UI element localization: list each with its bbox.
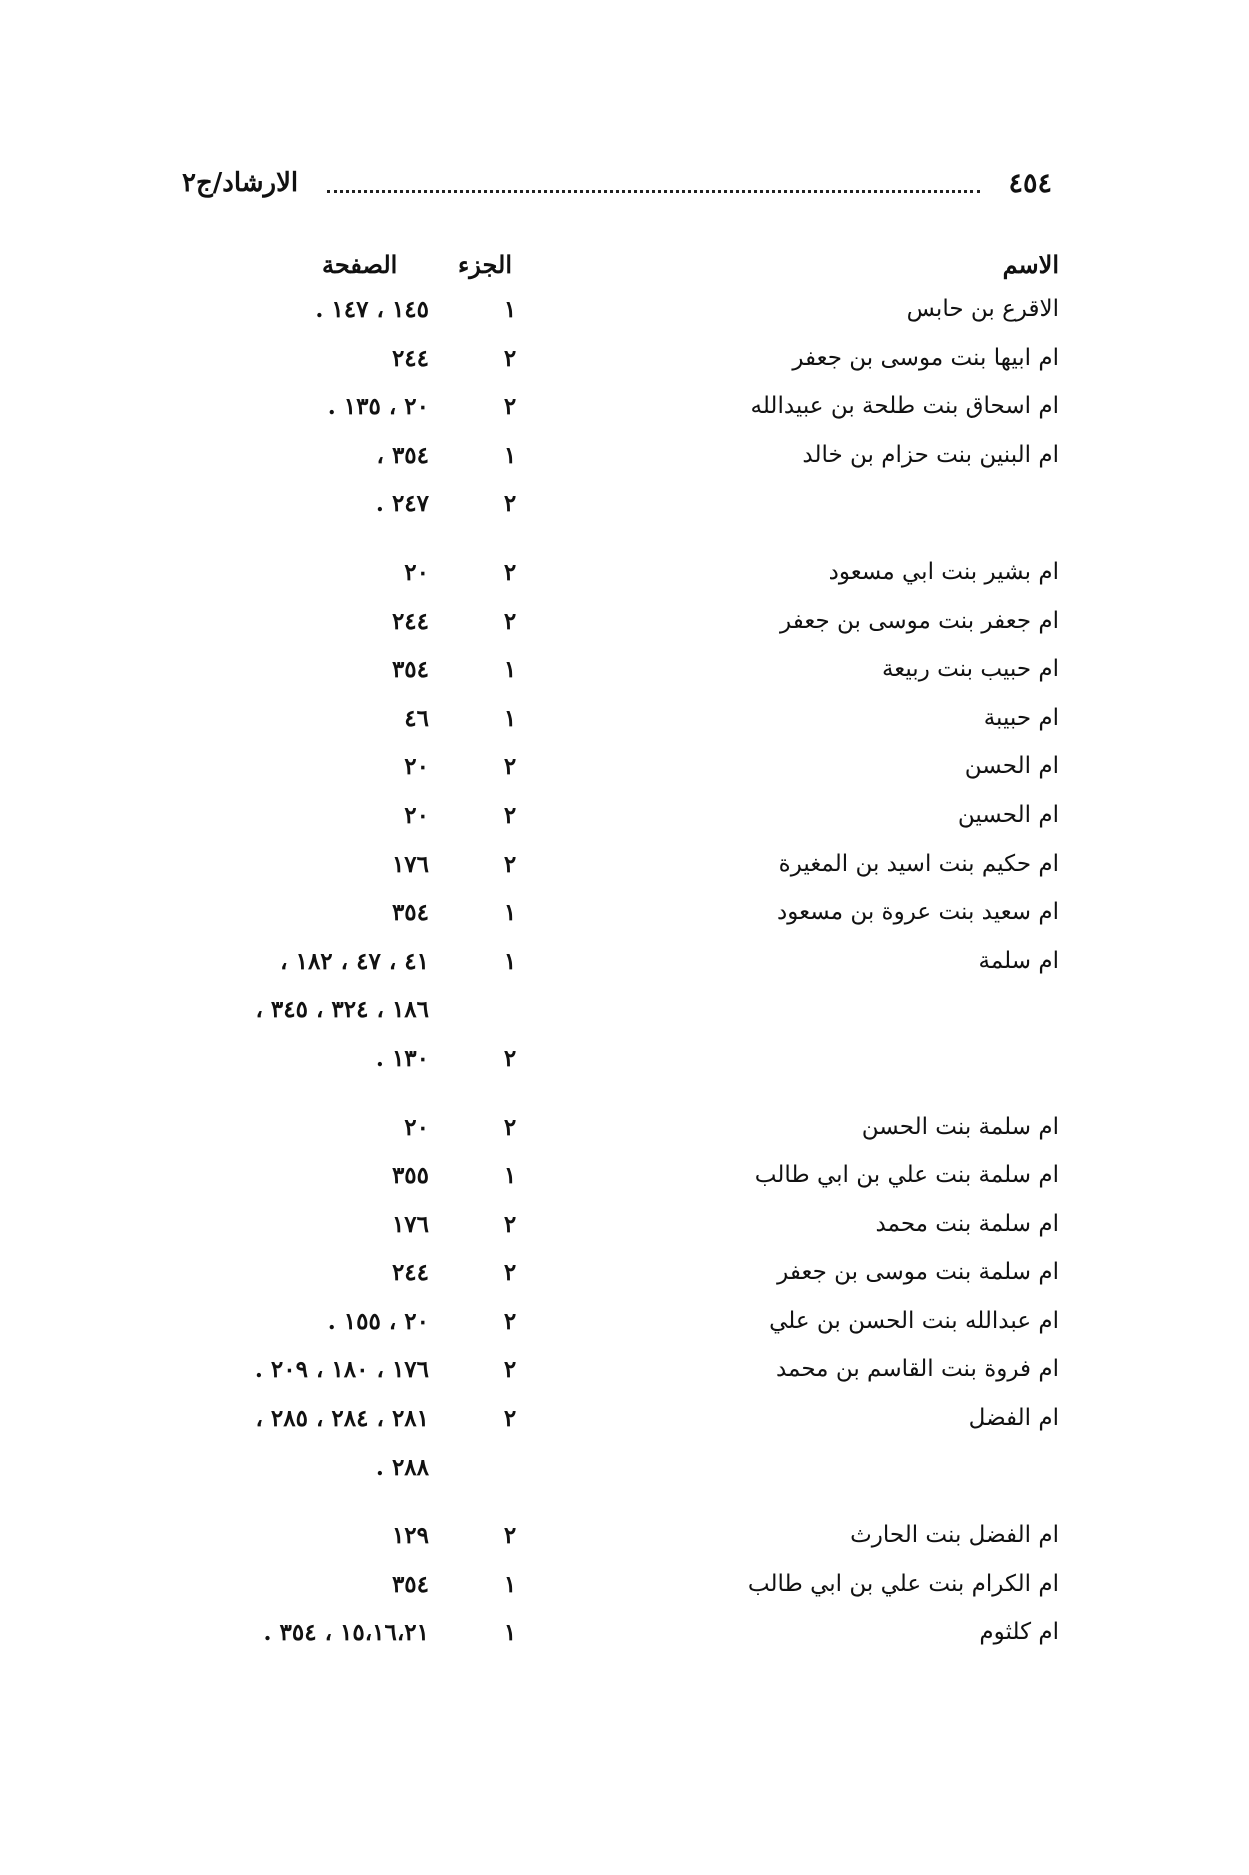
entry-name: ام البنين بنت حزام بن خالد <box>802 441 1059 468</box>
index-row <box>0 1162 1249 1211</box>
entry-pages: ١٤٥ ، ١٤٧ . <box>315 296 429 323</box>
entry-pages: ٣٥٤ <box>391 1570 429 1598</box>
index-row <box>0 608 1249 657</box>
entry-part: ٢ <box>503 1522 517 1550</box>
index-row <box>0 753 1249 802</box>
entry-name: ام عبدالله بنت الحسن بن علي <box>769 1307 1059 1334</box>
index-row <box>0 1454 1249 1503</box>
entry-name: ام بشير بنت ابي مسعود <box>828 558 1059 585</box>
entry-name: ام سلمة بنت علي بن ابي طالب <box>754 1162 1059 1189</box>
index-row <box>0 705 1249 754</box>
entry-part: ٢ <box>503 1356 517 1384</box>
index-row <box>0 1114 1249 1163</box>
entry-pages: ٢٤٧ . <box>375 490 429 518</box>
entry-part: ٢ <box>503 801 517 829</box>
entry-pages: ١٧٦ ، ١٨٠ ، ٢٠٩ . <box>254 1356 429 1384</box>
entry-pages: ٢٠ ، ١٥٥ . <box>327 1307 429 1335</box>
entry-name: ام حبيبة <box>983 704 1059 731</box>
entry-name: ام جعفر بنت موسى بن جعفر <box>780 607 1059 634</box>
column-header-part: الجزء <box>458 250 512 279</box>
entry-pages: ٢٠ <box>404 801 429 829</box>
entry-pages: ٢٠ ، ١٣٥ . <box>327 393 429 421</box>
entry-pages: ١٥،١٦،٢١ ، ٣٥٤ . <box>263 1619 429 1647</box>
page-header <box>182 168 1052 208</box>
entry-name: ام الفضل بنت الحارث <box>850 1522 1059 1549</box>
entry-part: ١ <box>503 296 517 323</box>
index-row <box>0 1308 1249 1357</box>
entry-pages: ٢٠ <box>404 1113 429 1141</box>
entry-pages: ٢٨١ ، ٢٨٤ ، ٢٨٥ ، <box>255 1405 429 1433</box>
entry-name: ام سلمة بنت الحسن <box>861 1113 1059 1140</box>
entry-pages: ١٧٦ <box>391 850 429 878</box>
row-gap <box>0 539 1249 559</box>
entry-pages: ٢٤٤ <box>391 344 429 372</box>
index-row <box>0 899 1249 948</box>
index-row <box>0 296 1249 345</box>
index-row <box>0 802 1249 851</box>
entry-part: ١ <box>503 441 517 469</box>
entry-part: ١ <box>503 947 517 975</box>
entry-part: ١ <box>503 1162 517 1190</box>
entry-part: ٢ <box>503 607 517 635</box>
entry-part: ١ <box>503 656 517 684</box>
entry-part: ٢ <box>503 490 517 518</box>
column-header-page: الصفحة <box>322 250 398 279</box>
entry-name: ام حكيم بنت اسيد بن المغيرة <box>778 850 1059 877</box>
entry-part: ٢ <box>503 1259 517 1287</box>
entry-name: ام فروة بنت القاسم بن محمد <box>775 1356 1059 1383</box>
index-row <box>0 1211 1249 1260</box>
index-table <box>0 296 1249 1668</box>
index-row <box>0 851 1249 900</box>
entry-name: ام كلثوم <box>979 1619 1059 1646</box>
entry-part: ٢ <box>503 753 517 781</box>
entry-pages: ٣٥٤ ، <box>376 441 429 469</box>
header-dotted-leader <box>327 190 980 193</box>
row-gap <box>0 1094 1249 1114</box>
index-row <box>0 996 1249 1045</box>
entry-part: ٢ <box>503 1113 517 1141</box>
index-row <box>0 1522 1249 1571</box>
entry-pages: ٣٥٤ <box>391 656 429 684</box>
entry-name: ام سلمة بنت موسى بن جعفر <box>777 1259 1059 1286</box>
index-row <box>0 1259 1249 1308</box>
index-row <box>0 393 1249 442</box>
entry-pages: ٢٤٤ <box>391 1259 429 1287</box>
entry-part: ٢ <box>503 558 517 586</box>
entry-pages: ١٧٦ <box>391 1210 429 1238</box>
page-number: ٤٥٤ <box>1008 168 1052 199</box>
entry-pages: ١٨٦ ، ٣٢٤ ، ٣٤٥ ، <box>255 996 429 1024</box>
index-row <box>0 656 1249 705</box>
index-row <box>0 1405 1249 1454</box>
entry-part: ٢ <box>503 850 517 878</box>
index-row <box>0 948 1249 997</box>
index-row <box>0 490 1249 539</box>
column-header-name: الاسم <box>1002 250 1059 279</box>
entry-name: الاقرع بن حابس <box>906 296 1059 322</box>
entry-name: ام ابيها بنت موسى بن جعفر <box>792 344 1059 371</box>
running-title: الارشاد/ج٢ <box>182 168 299 198</box>
entry-pages: ١٣٠ . <box>375 1044 429 1072</box>
entry-pages: ٢٤٤ <box>391 607 429 635</box>
entry-part: ٢ <box>503 393 517 421</box>
index-row <box>0 442 1249 491</box>
entry-pages: ٢٠ <box>404 558 429 586</box>
entry-pages: ٤٦ <box>404 704 429 732</box>
entry-pages: ١٢٩ <box>391 1522 429 1550</box>
entry-part: ٢ <box>503 1307 517 1335</box>
entry-pages: ٣٥٥ <box>391 1162 429 1190</box>
entry-name: ام الفضل <box>968 1405 1059 1432</box>
entry-name: ام حبيب بنت ربيعة <box>881 656 1059 683</box>
index-row <box>0 1045 1249 1094</box>
entry-pages: ٣٥٤ <box>391 899 429 927</box>
entry-part: ٢ <box>503 1405 517 1433</box>
index-row <box>0 1571 1249 1620</box>
entry-part: ١ <box>503 1570 517 1598</box>
entry-name: ام الحسن <box>964 753 1059 780</box>
entry-part: ٢ <box>503 1210 517 1238</box>
entry-pages: ٤١ ، ٤٧ ، ١٨٢ ، <box>280 947 429 975</box>
index-row <box>0 1619 1249 1668</box>
entry-part: ٢ <box>503 344 517 372</box>
entry-name: ام سعيد بنت عروة بن مسعود <box>776 899 1059 926</box>
row-gap <box>0 1502 1249 1522</box>
entry-name: ام سلمة بنت محمد <box>875 1210 1059 1237</box>
entry-part: ١ <box>503 704 517 732</box>
entry-part: ١ <box>503 1619 517 1647</box>
index-row <box>0 345 1249 394</box>
entry-name: ام سلمة <box>978 947 1059 974</box>
entry-pages: ٢٠ <box>404 753 429 781</box>
entry-name: ام الكرام بنت علي بن ابي طالب <box>747 1570 1059 1597</box>
entry-part: ١ <box>503 899 517 927</box>
entry-pages: ٢٨٨ . <box>375 1453 429 1481</box>
entry-name: ام الحسين <box>957 801 1059 828</box>
entry-part: ٢ <box>503 1044 517 1072</box>
index-row <box>0 559 1249 608</box>
index-row <box>0 1356 1249 1405</box>
entry-name: ام اسحاق بنت طلحة بن عبيدالله <box>750 393 1059 420</box>
